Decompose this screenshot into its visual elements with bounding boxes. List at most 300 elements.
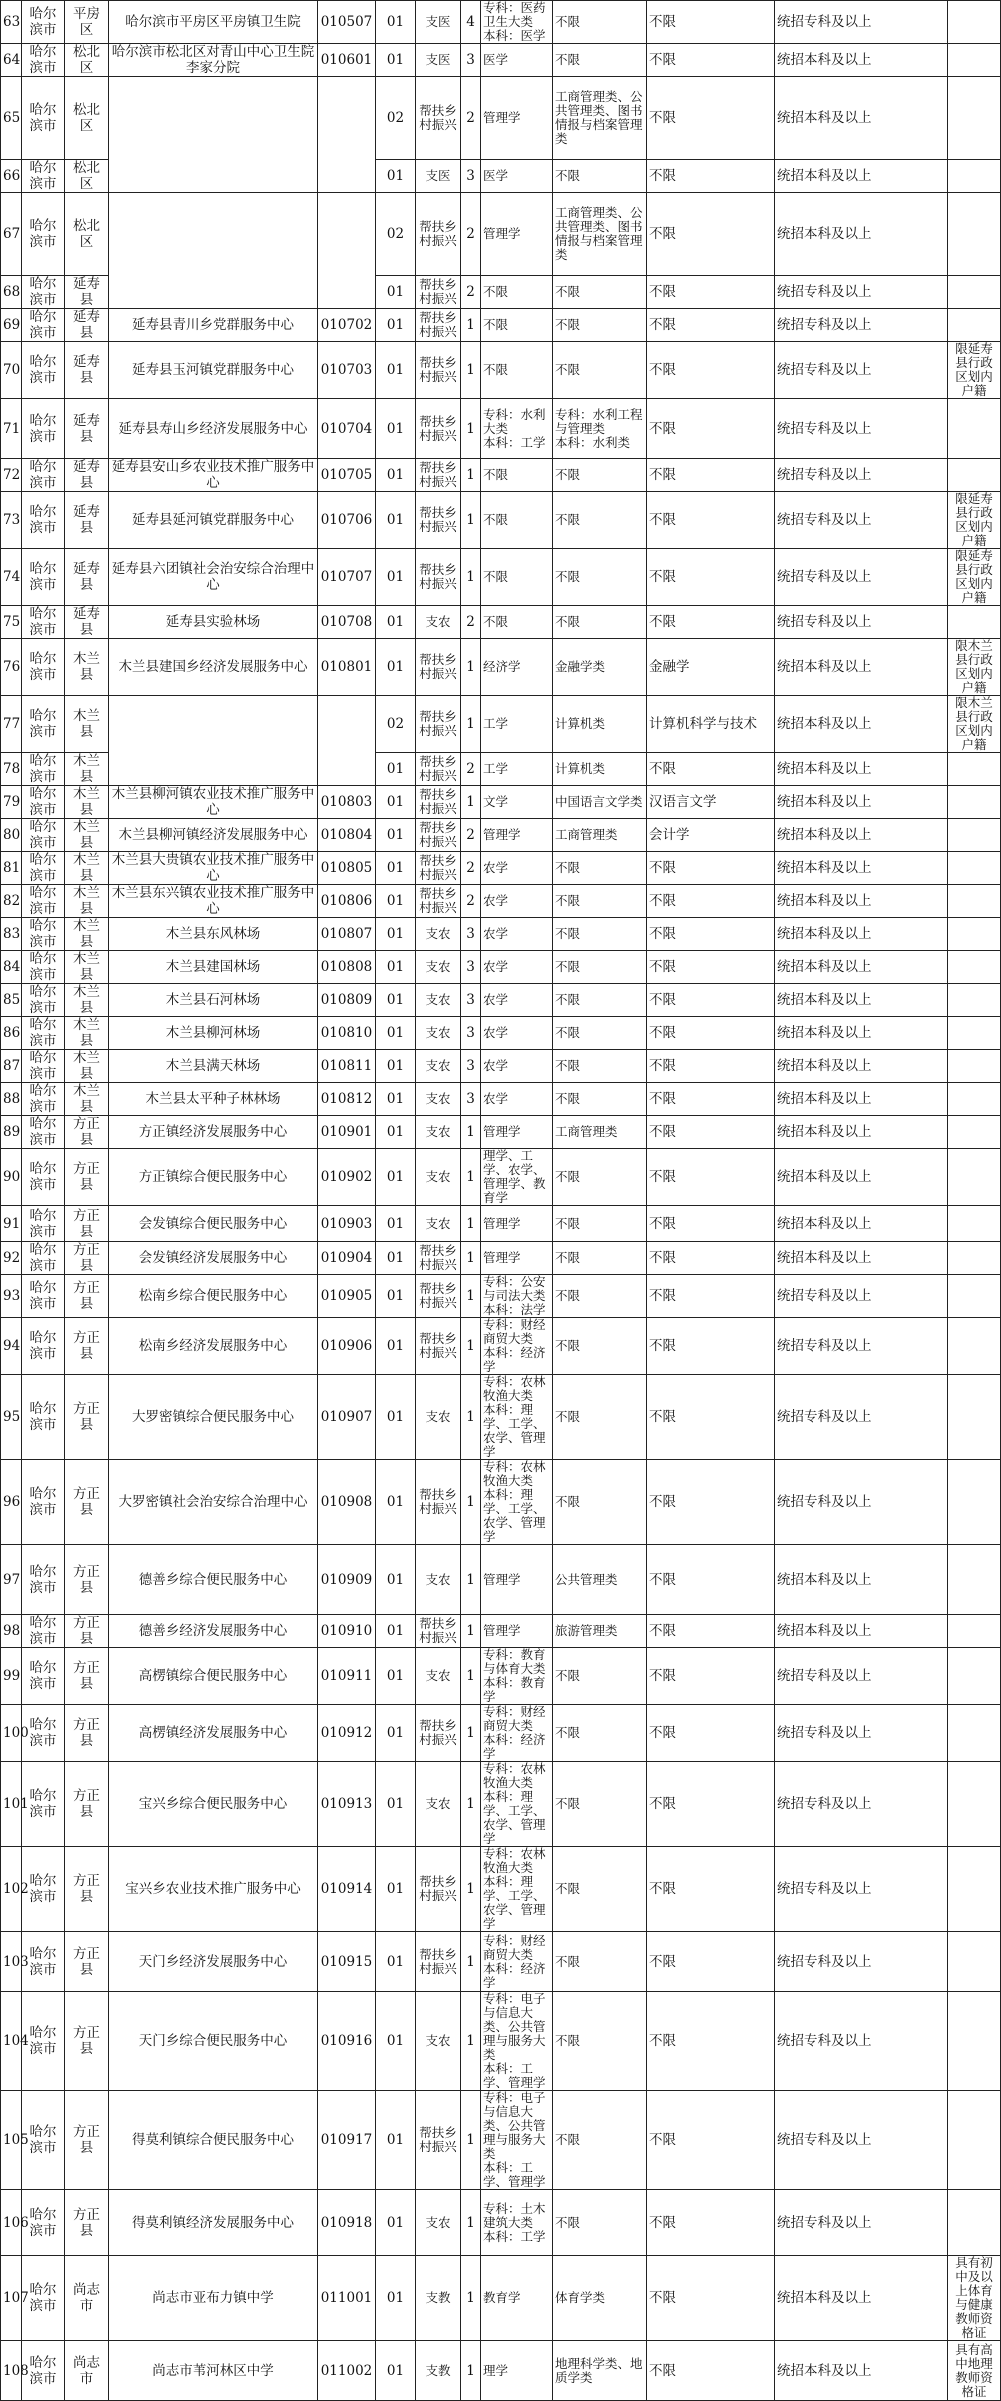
other-requirements-cell — [948, 2091, 1001, 2190]
education-cell: 统招本科及以上 — [775, 77, 948, 160]
unit-name-cell: 高楞镇经济发展服务中心 — [109, 1705, 318, 1762]
row-number: 89 — [1, 1116, 22, 1149]
row-number: 98 — [1, 1615, 22, 1648]
district-cell: 方正县 — [65, 1206, 109, 1242]
row-number: 71 — [1, 399, 22, 459]
unit-name-cell: 哈尔滨市松北区对青山中心卫生院李家分院 — [109, 44, 318, 77]
district-cell: 延寿县 — [65, 492, 109, 549]
table-row — [1, 1932, 1001, 1992]
position-code-cell: 01 — [376, 819, 416, 852]
major-name-cell: 不限 — [647, 193, 775, 276]
position-code-cell: 01 — [376, 2341, 416, 2401]
position-type-cell: 支农 — [416, 1116, 461, 1149]
other-requirements-cell — [948, 193, 1001, 276]
education-cell: 统招专科及以上 — [775, 1275, 948, 1318]
city-cell: 哈尔滨市 — [22, 1017, 65, 1050]
unit-name-cell: 木兰县大贵镇农业技术推广服务中心 — [109, 852, 318, 885]
major-name-cell: 不限 — [647, 2091, 775, 2190]
major-class-cell: 不限 — [553, 1206, 647, 1242]
major-class-cell: 不限 — [553, 492, 647, 549]
position-type-cell: 帮扶乡村振兴 — [416, 193, 461, 276]
major-name-cell: 不限 — [647, 1083, 775, 1116]
position-type-cell: 帮扶乡村振兴 — [416, 459, 461, 492]
position-type-cell: 支农 — [416, 1206, 461, 1242]
position-code-cell: 01 — [376, 984, 416, 1017]
major-name-cell: 不限 — [647, 1017, 775, 1050]
other-requirements-cell — [948, 1206, 1001, 1242]
city-cell: 哈尔滨市 — [22, 399, 65, 459]
headcount-cell: 1 — [461, 2341, 481, 2401]
city-cell: 哈尔滨市 — [22, 1932, 65, 1992]
row-number: 90 — [1, 1149, 22, 1206]
district-cell: 木兰县 — [65, 696, 109, 753]
education-cell: 统招本科及以上 — [775, 696, 948, 753]
major-name-cell: 不限 — [647, 77, 775, 160]
major-category-cell: 管理学 — [481, 1615, 553, 1648]
unit-name-cell: 哈尔滨市平房区平房镇卫生院 — [109, 1, 318, 44]
major-category-cell: 教育学 — [481, 2256, 553, 2341]
unit-code-cell: 010806 — [318, 885, 376, 918]
major-category-cell: 文学 — [481, 786, 553, 819]
city-cell: 哈尔滨市 — [22, 852, 65, 885]
position-type-cell: 支农 — [416, 1545, 461, 1615]
row-number: 103 — [1, 1932, 22, 1992]
major-name-cell: 金融学 — [647, 639, 775, 696]
major-name-cell: 不限 — [647, 1762, 775, 1847]
major-name-cell: 不限 — [647, 1149, 775, 1206]
row-number: 86 — [1, 1017, 22, 1050]
major-class-cell: 计算机类 — [553, 696, 647, 753]
unit-code-cell: 011001 — [318, 2256, 376, 2341]
education-cell: 统招专科及以上 — [775, 549, 948, 606]
table-row — [1, 1375, 1001, 1460]
position-type-cell: 支农 — [416, 984, 461, 1017]
unit-name-cell: 德善乡综合便民服务中心 — [109, 1545, 318, 1615]
major-class-cell: 不限 — [553, 44, 647, 77]
unit-code-cell: 010808 — [318, 951, 376, 984]
unit-code-cell: 010810 — [318, 1017, 376, 1050]
row-number: 92 — [1, 1242, 22, 1275]
headcount-cell: 3 — [461, 160, 481, 193]
major-category-cell: 专科：农林牧渔大类 本科：理学、工学、农学、管理学 — [481, 1762, 553, 1847]
district-cell: 尚志市 — [65, 2341, 109, 2401]
major-class-cell: 不限 — [553, 549, 647, 606]
major-category-cell: 不限 — [481, 606, 553, 639]
education-cell: 统招本科及以上 — [775, 1206, 948, 1242]
position-code-cell: 01 — [376, 1705, 416, 1762]
unit-code-cell: 010909 — [318, 1545, 376, 1615]
other-requirements-cell — [948, 786, 1001, 819]
city-cell: 哈尔滨市 — [22, 1762, 65, 1847]
district-cell: 木兰县 — [65, 786, 109, 819]
major-name-cell: 不限 — [647, 2256, 775, 2341]
major-name-cell: 不限 — [647, 1275, 775, 1318]
headcount-cell: 2 — [461, 753, 481, 786]
district-cell: 方正县 — [65, 1932, 109, 1992]
district-cell: 木兰县 — [65, 1083, 109, 1116]
unit-name-cell — [109, 77, 318, 193]
major-name-cell: 不限 — [647, 1242, 775, 1275]
district-cell: 方正县 — [65, 1705, 109, 1762]
major-class-cell: 金融学类 — [553, 639, 647, 696]
unit-code-cell: 010912 — [318, 1705, 376, 1762]
table-row — [1, 309, 1001, 342]
row-number: 74 — [1, 549, 22, 606]
district-cell: 木兰县 — [65, 1017, 109, 1050]
major-name-cell: 不限 — [647, 1932, 775, 1992]
unit-code-cell: 010913 — [318, 1762, 376, 1847]
position-code-cell: 01 — [376, 160, 416, 193]
unit-code-cell: 010901 — [318, 1116, 376, 1149]
district-cell: 方正县 — [65, 1375, 109, 1460]
position-type-cell: 帮扶乡村振兴 — [416, 1615, 461, 1648]
headcount-cell: 2 — [461, 819, 481, 852]
major-name-cell: 不限 — [647, 459, 775, 492]
major-class-cell: 体育学类 — [553, 2256, 647, 2341]
position-type-cell: 支农 — [416, 951, 461, 984]
position-code-cell: 01 — [376, 1847, 416, 1932]
city-cell: 哈尔滨市 — [22, 753, 65, 786]
table-row — [1, 2341, 1001, 2401]
unit-code-cell: 010807 — [318, 918, 376, 951]
position-type-cell: 帮扶乡村振兴 — [416, 1275, 461, 1318]
position-type-cell: 支农 — [416, 2190, 461, 2256]
education-cell: 统招本科及以上 — [775, 786, 948, 819]
district-cell: 延寿县 — [65, 399, 109, 459]
major-name-cell: 不限 — [647, 852, 775, 885]
table-row — [1, 951, 1001, 984]
table-row — [1, 1050, 1001, 1083]
major-name-cell: 不限 — [647, 276, 775, 309]
city-cell: 哈尔滨市 — [22, 1705, 65, 1762]
education-cell: 统招本科及以上 — [775, 160, 948, 193]
unit-code-cell: 010908 — [318, 1460, 376, 1545]
position-type-cell: 支医 — [416, 44, 461, 77]
position-code-cell: 01 — [376, 549, 416, 606]
education-cell: 统招本科及以上 — [775, 1545, 948, 1615]
district-cell: 方正县 — [65, 1648, 109, 1705]
unit-name-cell: 松南乡经济发展服务中心 — [109, 1318, 318, 1375]
position-type-cell: 支医 — [416, 1, 461, 44]
major-class-cell: 不限 — [553, 1847, 647, 1932]
city-cell: 哈尔滨市 — [22, 606, 65, 639]
position-type-cell: 支农 — [416, 918, 461, 951]
major-class-cell: 不限 — [553, 1017, 647, 1050]
other-requirements-cell: 具有高中地理教师资格证 — [948, 2341, 1001, 2401]
headcount-cell: 1 — [461, 1375, 481, 1460]
row-number: 82 — [1, 885, 22, 918]
table-row — [1, 77, 1001, 160]
education-cell: 统招专科及以上 — [775, 1460, 948, 1545]
major-class-cell: 不限 — [553, 1762, 647, 1847]
unit-code-cell: 010601 — [318, 44, 376, 77]
table-row — [1, 1615, 1001, 1648]
city-cell: 哈尔滨市 — [22, 1460, 65, 1545]
major-name-cell: 不限 — [647, 1847, 775, 1932]
unit-name-cell: 松南乡综合便民服务中心 — [109, 1275, 318, 1318]
headcount-cell: 1 — [461, 1648, 481, 1705]
district-cell: 方正县 — [65, 1847, 109, 1932]
headcount-cell: 1 — [461, 1615, 481, 1648]
district-cell: 延寿县 — [65, 549, 109, 606]
unit-name-cell — [109, 193, 318, 309]
position-type-cell: 帮扶乡村振兴 — [416, 852, 461, 885]
city-cell: 哈尔滨市 — [22, 1545, 65, 1615]
unit-code-cell: 010706 — [318, 492, 376, 549]
other-requirements-cell: 限延寿县行政区划内户籍 — [948, 492, 1001, 549]
major-name-cell: 不限 — [647, 1705, 775, 1762]
major-name-cell: 不限 — [647, 549, 775, 606]
major-category-cell: 农学 — [481, 852, 553, 885]
position-code-cell: 01 — [376, 1275, 416, 1318]
major-class-cell: 不限 — [553, 885, 647, 918]
major-name-cell: 不限 — [647, 1318, 775, 1375]
other-requirements-cell — [948, 1275, 1001, 1318]
headcount-cell: 3 — [461, 1017, 481, 1050]
unit-name-cell: 木兰县建国乡经济发展服务中心 — [109, 639, 318, 696]
major-category-cell: 工学 — [481, 753, 553, 786]
table-row — [1, 399, 1001, 459]
education-cell: 统招本科及以上 — [775, 1149, 948, 1206]
city-cell: 哈尔滨市 — [22, 1275, 65, 1318]
table-row — [1, 1762, 1001, 1847]
education-cell: 统招本科及以上 — [775, 1017, 948, 1050]
major-name-cell: 不限 — [647, 1545, 775, 1615]
major-name-cell: 不限 — [647, 492, 775, 549]
other-requirements-cell — [948, 1992, 1001, 2091]
major-class-cell: 不限 — [553, 1, 647, 44]
unit-name-cell: 木兰县柳河镇经济发展服务中心 — [109, 819, 318, 852]
table-row — [1, 1648, 1001, 1705]
position-type-cell: 支农 — [416, 606, 461, 639]
position-type-cell: 帮扶乡村振兴 — [416, 753, 461, 786]
major-category-cell: 不限 — [481, 276, 553, 309]
district-cell: 平房区 — [65, 1, 109, 44]
major-class-cell: 工商管理类 — [553, 1116, 647, 1149]
major-category-cell: 工学 — [481, 696, 553, 753]
unit-name-cell: 木兰县东风林场 — [109, 918, 318, 951]
table-row — [1, 1, 1001, 44]
unit-code-cell: 010801 — [318, 639, 376, 696]
other-requirements-cell: 具有初中及以上体育与健康教师资格证 — [948, 2256, 1001, 2341]
other-requirements-cell — [948, 1648, 1001, 1705]
major-class-cell: 计算机类 — [553, 753, 647, 786]
major-class-cell: 不限 — [553, 459, 647, 492]
district-cell: 木兰县 — [65, 753, 109, 786]
other-requirements-cell — [948, 753, 1001, 786]
other-requirements-cell: 限延寿县行政区划内户籍 — [948, 549, 1001, 606]
education-cell: 统招专科及以上 — [775, 1847, 948, 1932]
unit-code-cell: 010707 — [318, 549, 376, 606]
district-cell: 木兰县 — [65, 1050, 109, 1083]
unit-code-cell: 010507 — [318, 1, 376, 44]
other-requirements-cell — [948, 1318, 1001, 1375]
row-number: 80 — [1, 819, 22, 852]
education-cell: 统招本科及以上 — [775, 1050, 948, 1083]
education-cell: 统招本科及以上 — [775, 819, 948, 852]
unit-name-cell: 木兰县建国林场 — [109, 951, 318, 984]
district-cell: 尚志市 — [65, 2256, 109, 2341]
other-requirements-cell — [948, 77, 1001, 160]
headcount-cell: 1 — [461, 696, 481, 753]
major-name-cell: 不限 — [647, 951, 775, 984]
unit-code-cell: 010805 — [318, 852, 376, 885]
table-row — [1, 606, 1001, 639]
position-code-cell: 01 — [376, 1083, 416, 1116]
headcount-cell: 3 — [461, 918, 481, 951]
major-category-cell: 不限 — [481, 342, 553, 399]
unit-name-cell: 尚志市亚布力镇中学 — [109, 2256, 318, 2341]
unit-name-cell: 高楞镇综合便民服务中心 — [109, 1648, 318, 1705]
major-class-cell: 地理科学类、地质学类 — [553, 2341, 647, 2401]
position-code-cell: 01 — [376, 309, 416, 342]
unit-code-cell: 010910 — [318, 1615, 376, 1648]
education-cell: 统招专科及以上 — [775, 492, 948, 549]
major-category-cell: 专科：教育与体育大类 本科：教育学 — [481, 1648, 553, 1705]
other-requirements-cell — [948, 44, 1001, 77]
headcount-cell: 1 — [461, 1762, 481, 1847]
table-body — [1, 1, 1001, 2401]
headcount-cell: 2 — [461, 606, 481, 639]
table-row — [1, 852, 1001, 885]
unit-code-cell: 010904 — [318, 1242, 376, 1275]
headcount-cell: 1 — [461, 1847, 481, 1932]
major-category-cell: 管理学 — [481, 77, 553, 160]
position-type-cell: 支教 — [416, 2256, 461, 2341]
city-cell: 哈尔滨市 — [22, 639, 65, 696]
major-category-cell: 管理学 — [481, 193, 553, 276]
row-number: 76 — [1, 639, 22, 696]
position-code-cell: 02 — [376, 193, 416, 276]
headcount-cell: 1 — [461, 639, 481, 696]
table-row — [1, 549, 1001, 606]
position-code-cell: 01 — [376, 753, 416, 786]
position-code-cell: 01 — [376, 276, 416, 309]
district-cell: 木兰县 — [65, 639, 109, 696]
city-cell: 哈尔滨市 — [22, 1, 65, 44]
position-type-cell: 帮扶乡村振兴 — [416, 549, 461, 606]
other-requirements-cell — [948, 160, 1001, 193]
table-row — [1, 786, 1001, 819]
city-cell: 哈尔滨市 — [22, 2256, 65, 2341]
unit-name-cell: 宝兴乡农业技术推广服务中心 — [109, 1847, 318, 1932]
unit-name-cell: 延寿县玉河镇党群服务中心 — [109, 342, 318, 399]
unit-code-cell: 010905 — [318, 1275, 376, 1318]
position-code-cell: 01 — [376, 1992, 416, 2091]
table-row — [1, 1545, 1001, 1615]
major-name-cell: 不限 — [647, 342, 775, 399]
major-category-cell: 专科：农林牧渔大类 本科：理学、工学、农学、管理学 — [481, 1375, 553, 1460]
major-class-cell: 不限 — [553, 1648, 647, 1705]
row-number: 85 — [1, 984, 22, 1017]
position-code-cell: 01 — [376, 786, 416, 819]
education-cell: 统招专科及以上 — [775, 1318, 948, 1375]
major-name-cell: 不限 — [647, 753, 775, 786]
district-cell: 方正县 — [65, 1762, 109, 1847]
city-cell: 哈尔滨市 — [22, 1648, 65, 1705]
unit-code-cell — [318, 696, 376, 786]
major-category-cell: 农学 — [481, 1050, 553, 1083]
position-code-cell: 01 — [376, 852, 416, 885]
major-name-cell: 不限 — [647, 606, 775, 639]
city-cell: 哈尔滨市 — [22, 549, 65, 606]
other-requirements-cell — [948, 1149, 1001, 1206]
district-cell: 方正县 — [65, 1545, 109, 1615]
position-code-cell: 01 — [376, 2190, 416, 2256]
headcount-cell: 1 — [461, 1149, 481, 1206]
major-class-cell: 不限 — [553, 309, 647, 342]
row-number: 70 — [1, 342, 22, 399]
major-category-cell: 专科：电子与信息大类、公共管理与服务大类 本科：工学、管理学 — [481, 1992, 553, 2091]
unit-name-cell: 天门乡经济发展服务中心 — [109, 1932, 318, 1992]
major-class-cell: 不限 — [553, 1083, 647, 1116]
major-name-cell: 不限 — [647, 1116, 775, 1149]
education-cell: 统招专科及以上 — [775, 1932, 948, 1992]
major-category-cell: 农学 — [481, 918, 553, 951]
position-type-cell: 支农 — [416, 1648, 461, 1705]
major-name-cell: 不限 — [647, 399, 775, 459]
major-category-cell: 不限 — [481, 459, 553, 492]
district-cell: 延寿县 — [65, 459, 109, 492]
headcount-cell: 2 — [461, 852, 481, 885]
other-requirements-cell — [948, 1615, 1001, 1648]
position-code-cell: 01 — [376, 44, 416, 77]
major-name-cell: 不限 — [647, 160, 775, 193]
city-cell: 哈尔滨市 — [22, 2190, 65, 2256]
table-row — [1, 1705, 1001, 1762]
major-name-cell: 不限 — [647, 1, 775, 44]
city-cell: 哈尔滨市 — [22, 1149, 65, 1206]
row-number: 96 — [1, 1460, 22, 1545]
city-cell: 哈尔滨市 — [22, 1318, 65, 1375]
major-name-cell: 不限 — [647, 1050, 775, 1083]
position-code-cell: 01 — [376, 951, 416, 984]
row-number: 95 — [1, 1375, 22, 1460]
other-requirements-cell — [948, 1762, 1001, 1847]
city-cell: 哈尔滨市 — [22, 918, 65, 951]
table-row — [1, 885, 1001, 918]
position-type-cell: 帮扶乡村振兴 — [416, 1705, 461, 1762]
major-class-cell: 不限 — [553, 1932, 647, 1992]
district-cell: 方正县 — [65, 1116, 109, 1149]
education-cell: 统招专科及以上 — [775, 2091, 948, 2190]
position-code-cell: 01 — [376, 459, 416, 492]
headcount-cell: 3 — [461, 951, 481, 984]
headcount-cell: 3 — [461, 1050, 481, 1083]
unit-name-cell: 延寿县安山乡农业技术推广服务中心 — [109, 459, 318, 492]
unit-name-cell: 木兰县太平种子林林场 — [109, 1083, 318, 1116]
other-requirements-cell — [948, 885, 1001, 918]
education-cell: 统招本科及以上 — [775, 44, 948, 77]
education-cell: 统招本科及以上 — [775, 885, 948, 918]
education-cell: 统招本科及以上 — [775, 2256, 948, 2341]
major-name-cell: 不限 — [647, 1615, 775, 1648]
unit-code-cell: 010705 — [318, 459, 376, 492]
district-cell: 松北区 — [65, 77, 109, 160]
major-category-cell: 农学 — [481, 1083, 553, 1116]
table-row — [1, 193, 1001, 276]
major-category-cell: 管理学 — [481, 1206, 553, 1242]
other-requirements-cell — [948, 918, 1001, 951]
position-type-cell: 帮扶乡村振兴 — [416, 492, 461, 549]
position-code-cell: 01 — [376, 885, 416, 918]
major-category-cell: 农学 — [481, 1017, 553, 1050]
row-number: 69 — [1, 309, 22, 342]
unit-name-cell: 得莫利镇经济发展服务中心 — [109, 2190, 318, 2256]
unit-code-cell: 010903 — [318, 1206, 376, 1242]
other-requirements-cell — [948, 1847, 1001, 1932]
major-class-cell: 不限 — [553, 160, 647, 193]
